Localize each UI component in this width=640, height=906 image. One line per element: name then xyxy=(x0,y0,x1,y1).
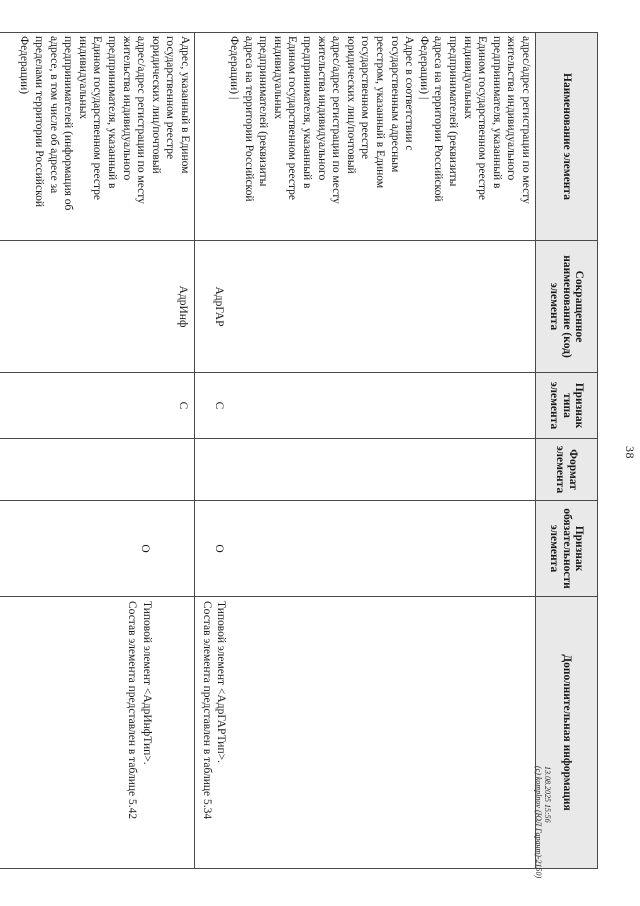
element-type: С xyxy=(212,401,225,410)
page-number: 38 xyxy=(623,446,637,459)
name-line: предпринимателей (информация об xyxy=(62,36,75,211)
name-line: индивидуальных xyxy=(461,36,474,120)
table-row xyxy=(195,33,536,869)
name-line: адрес/адрес регистрации по месту xyxy=(135,36,148,204)
footer-source: (c) komplnov (ЮЛ Гарант)-2150) xyxy=(534,766,543,879)
name-line: Адрес, указанный в Едином xyxy=(179,36,191,174)
name-line: адрес/адрес регистрации по месту xyxy=(520,36,532,204)
element-required: О xyxy=(139,544,151,553)
name-line: государственном реестре xyxy=(359,36,372,160)
name-line: предпринимателей (реквизиты xyxy=(447,36,460,187)
footer-timestamp: 13.08.2025 15:56 xyxy=(543,766,552,823)
header-element-required: Признак обязательности элемента xyxy=(536,501,598,597)
header-element-format: Формат элемента xyxy=(536,439,598,501)
name-line: Едином государственном реестре xyxy=(91,36,104,200)
name-line: Едином государственном реестре xyxy=(476,36,489,200)
info-line: Состав элемента представлен в таблице 5.34 xyxy=(200,601,213,820)
element-name-cell xyxy=(0,33,195,241)
name-line: жительства индивидуального xyxy=(505,36,518,181)
table-row xyxy=(0,33,195,869)
name-line: жительства индивидуального xyxy=(120,36,133,181)
name-line: пределами территории Российской xyxy=(33,36,46,207)
element-required: О xyxy=(212,544,225,553)
element-required-cell xyxy=(195,501,536,597)
element-name-cell xyxy=(195,33,536,241)
name-line: предпринимателя, указанный в xyxy=(301,36,314,189)
header-element-name: Наименование элемента xyxy=(536,33,598,241)
name-line: предпринимателя, указанный в xyxy=(490,36,503,189)
element-code: АдрГАР xyxy=(212,286,225,327)
name-line: адресе, в том числе об адресе за xyxy=(47,36,60,194)
name-line: Федерации) | xyxy=(417,36,430,100)
name-line: адрес/адрес регистрации по месту xyxy=(330,36,343,204)
element-type-cell xyxy=(0,373,195,439)
name-line: жительства индивидуального xyxy=(315,36,328,181)
name-line: Адрес в соответствии с xyxy=(403,36,416,151)
name-line: юридических лиц/почтовый xyxy=(344,36,357,174)
name-line: индивидуальных xyxy=(76,36,89,120)
element-type: С xyxy=(177,401,189,410)
print-footer xyxy=(534,766,552,906)
name-line: реестром, указанный в Едином xyxy=(374,36,387,189)
header-additional-info: Дополнительная информация xyxy=(536,597,598,869)
element-format-cell xyxy=(0,439,195,501)
additional-info-cell xyxy=(0,597,195,869)
additional-info-cell xyxy=(195,597,536,869)
name-line: юридических лиц/почтовый xyxy=(149,36,162,174)
name-line: предпринимателя, указанный в xyxy=(106,36,119,189)
header-element-type: Признак типа элемента xyxy=(536,373,598,439)
element-code: АдрИнф xyxy=(177,285,189,328)
element-type-cell xyxy=(195,373,536,439)
element-code-cell xyxy=(195,241,536,373)
name-line: предпринимателей (реквизиты xyxy=(257,36,270,187)
info-line: Состав элемента представлен в таблице 5.42 xyxy=(126,601,139,820)
name-line: государственном реестре xyxy=(164,36,177,160)
header-element-code: Сокращенное наименование (код) элемента xyxy=(536,241,598,373)
elements-table xyxy=(0,32,598,869)
info-line: Типовой элемент <АдрИнфТип>. xyxy=(141,601,153,765)
name-line: индивидуальных xyxy=(271,36,284,120)
element-code-cell xyxy=(0,241,195,373)
name-line: Едином государственном реестре xyxy=(286,36,299,200)
element-format-cell xyxy=(195,439,536,501)
name-line: адреса на территории Российской xyxy=(432,36,445,202)
name-line: Федерации) | xyxy=(228,36,241,100)
table-header-row xyxy=(536,33,598,869)
info-line: Типовой элемент <АдрГАРТип>. xyxy=(215,601,228,763)
name-line: адреса на территории Российской xyxy=(242,36,255,202)
name-line: Федерации) xyxy=(18,36,31,95)
name-line: государственным адресным xyxy=(388,36,401,173)
element-required-cell xyxy=(0,501,195,597)
